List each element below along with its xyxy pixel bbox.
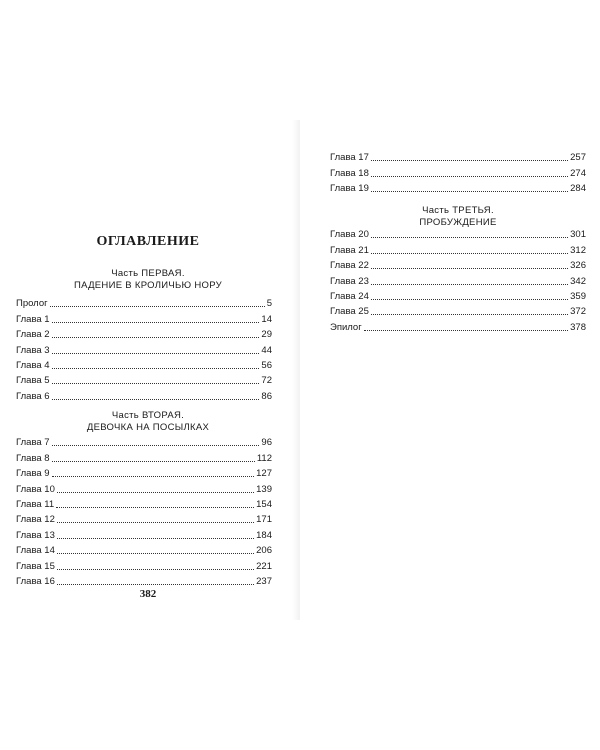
- toc-entry: [330, 240, 586, 255]
- part-two-title: ДЕВОЧКА НА ПОСЫЛКАХ: [86, 422, 210, 433]
- entry-page: 284: [570, 183, 586, 195]
- entry-label: Глава 12: [16, 514, 55, 526]
- dot-leader: [52, 445, 260, 446]
- entry-label: Глава 7: [16, 437, 50, 449]
- entry-page: 139: [256, 483, 272, 495]
- entry-label: Глава 17: [330, 152, 369, 164]
- part-two-entries: [16, 433, 272, 587]
- dot-leader: [371, 176, 568, 177]
- continued-entries: [330, 148, 586, 194]
- entry-page: 127: [256, 468, 272, 480]
- toc-entry: [16, 309, 272, 324]
- right-page: [300, 0, 600, 750]
- entry-page: 237: [256, 575, 272, 587]
- entry-label: Глава 4: [16, 359, 50, 371]
- entry-label: Глава 5: [16, 375, 50, 387]
- toc-entry: [330, 271, 586, 286]
- entry-page: 301: [570, 229, 586, 241]
- entry-label: Глава 23: [330, 275, 369, 287]
- dot-leader: [371, 268, 568, 269]
- part-three-entries: [330, 225, 586, 317]
- entry-page: 72: [261, 375, 272, 387]
- dot-leader: [371, 237, 568, 238]
- entry-page: 154: [256, 498, 272, 510]
- dot-leader: [371, 253, 568, 254]
- dot-leader: [57, 584, 254, 585]
- entry-label: Глава 6: [16, 390, 50, 402]
- entry-page: 206: [256, 545, 272, 557]
- toc-entry: [16, 541, 272, 556]
- dot-leader: [56, 507, 254, 508]
- toc-entry: [330, 163, 586, 178]
- dot-leader: [52, 368, 260, 369]
- entry-label: Эпилог: [330, 322, 362, 334]
- dot-leader: [57, 492, 254, 493]
- entry-label: Глава 18: [330, 167, 369, 179]
- entry-label: Глава 20: [330, 229, 369, 241]
- toc-entry: [330, 302, 586, 317]
- part-one-title: ПАДЕНИЕ В КРОЛИЧЬЮ НОРУ: [73, 280, 222, 291]
- toc-entry: [16, 510, 272, 525]
- toc-entry: [16, 448, 272, 463]
- toc-entry: [16, 525, 272, 540]
- toc-entry: [16, 572, 272, 587]
- toc-entry: [16, 371, 272, 386]
- toc-entry: [16, 495, 272, 510]
- entry-page: 86: [261, 390, 272, 402]
- toc-title: ОГЛАВЛЕНИЕ: [96, 234, 200, 249]
- entry-label: Пролог: [16, 298, 48, 310]
- part-one-entries: [16, 294, 272, 402]
- entry-page: 14: [261, 313, 272, 325]
- entry-label: Глава 11: [16, 498, 55, 510]
- dot-leader: [57, 569, 254, 570]
- dot-leader: [371, 299, 568, 300]
- entry-label: Глава 25: [330, 306, 369, 318]
- entry-page: 378: [570, 322, 586, 334]
- entry-label: Глава 8: [16, 452, 50, 464]
- entry-label: Глава 13: [16, 529, 55, 541]
- part-one-heading: [16, 268, 280, 292]
- part-one-number: Часть ПЕРВАЯ.: [111, 268, 185, 279]
- dot-leader: [52, 337, 260, 338]
- entry-label: Глава 14: [16, 545, 55, 557]
- toc-entry: [16, 433, 272, 448]
- entry-label: Глава 10: [16, 483, 55, 495]
- entry-page: 171: [256, 514, 272, 526]
- entry-page: 326: [570, 260, 586, 272]
- entry-page: 274: [570, 167, 586, 179]
- entry-label: Глава 3: [16, 344, 50, 356]
- entry-label: Глава 21: [330, 244, 369, 256]
- entry-label: Глава 22: [330, 260, 369, 272]
- dot-leader: [57, 553, 254, 554]
- entry-page: 29: [261, 329, 272, 341]
- entry-page: 359: [570, 290, 586, 302]
- toc-entry: [16, 325, 272, 340]
- dot-leader: [364, 330, 568, 331]
- dot-leader: [371, 314, 568, 315]
- toc-entry: [330, 256, 586, 271]
- part-three-number: Часть ТРЕТЬЯ.: [422, 205, 494, 216]
- entry-label: Глава 1: [16, 313, 50, 325]
- entry-page: 5: [266, 298, 272, 310]
- entry-page: 44: [261, 344, 272, 356]
- dot-leader: [371, 160, 568, 161]
- dot-leader: [57, 538, 254, 539]
- part-two-number: Часть ВТОРАЯ.: [111, 410, 185, 421]
- entry-page: 342: [570, 275, 586, 287]
- entry-label: Глава 15: [16, 560, 55, 572]
- toc-entry: [330, 287, 586, 302]
- entry-page: 96: [261, 437, 272, 449]
- toc-entry: [16, 294, 272, 309]
- entry-page: 112: [256, 452, 272, 464]
- entry-label: Глава 24: [330, 290, 369, 302]
- page-number: 382: [139, 588, 157, 600]
- entry-label: Глава 2: [16, 329, 50, 341]
- toc-entry: [330, 179, 586, 194]
- entry-page: 221: [256, 560, 272, 572]
- toc-entry: [16, 356, 272, 371]
- entry-page: 184: [256, 529, 272, 541]
- part-three-title: ПРОБУЖДЕНИЕ: [419, 217, 497, 228]
- dot-leader: [57, 522, 254, 523]
- toc-entry: [16, 386, 272, 401]
- dot-leader: [371, 284, 568, 285]
- dot-leader: [50, 306, 265, 307]
- entry-label: Глава 19: [330, 183, 369, 195]
- dot-leader: [52, 383, 260, 384]
- dot-leader: [52, 461, 255, 462]
- entry-page: 312: [570, 244, 586, 256]
- dot-leader: [52, 353, 260, 354]
- epilogue-entry-list: [330, 318, 586, 333]
- part-two-heading: [16, 410, 280, 434]
- toc-entry: [16, 556, 272, 571]
- entry-label: Глава 9: [16, 468, 50, 480]
- toc-entry: [330, 225, 586, 240]
- dot-leader: [52, 476, 255, 477]
- entry-page: 257: [570, 152, 586, 164]
- entry-page: 56: [261, 359, 272, 371]
- toc-entry: [16, 340, 272, 355]
- toc-entry: [330, 148, 586, 163]
- entry-label: Глава 16: [16, 575, 55, 587]
- dot-leader: [52, 322, 260, 323]
- dot-leader: [52, 399, 260, 400]
- toc-entry: [16, 464, 272, 479]
- toc-entry-epilogue: [330, 318, 586, 333]
- entry-page: 372: [570, 306, 586, 318]
- dot-leader: [371, 191, 568, 192]
- toc-entry: [16, 479, 272, 494]
